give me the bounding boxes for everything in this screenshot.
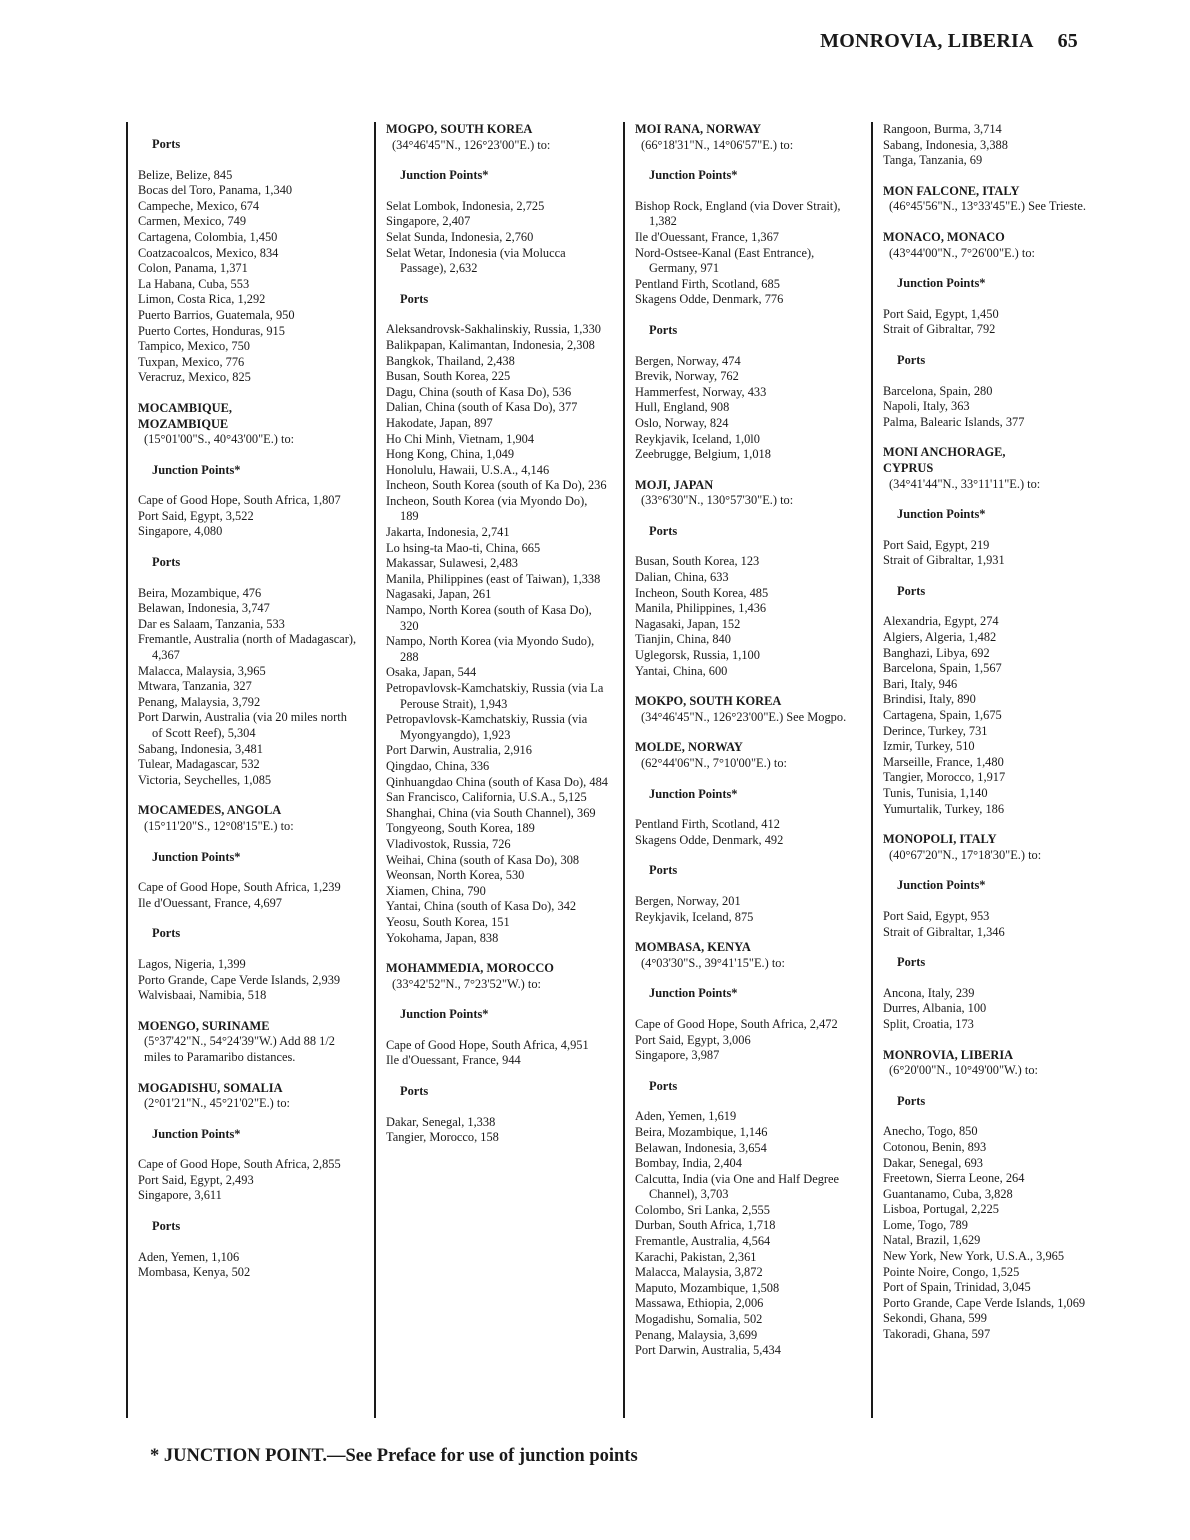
distance-item: Busan, South Korea, 123	[635, 554, 760, 569]
spacer	[138, 1004, 360, 1019]
entry-note: (5°37'42"N., 54°24'39"W.) Add 88 1/2 miles to Paramaribo distances.	[144, 1034, 335, 1064]
section-label: Ports	[649, 523, 678, 538]
entry-heading: MONOPOLI, ITALY	[883, 832, 997, 847]
distance-item: Weihai, China (south of Kasa Do), 308	[386, 852, 580, 867]
spacer	[138, 1066, 360, 1081]
distance-item: Selat Lombok, Indonesia, 2,725	[386, 198, 545, 213]
section-label: Ports	[897, 955, 926, 970]
distance-item: Penang, Malaysia, 3,792	[138, 694, 261, 709]
distance-item: Cartagena, Spain, 1,675	[883, 708, 1002, 723]
distance-item: Singapore, 3,987	[635, 1048, 720, 1063]
distance-item: Mombasa, Kenya, 502	[138, 1265, 251, 1280]
distance-item: Zeebrugge, Belgium, 1,018	[635, 447, 771, 462]
distance-item: Belawan, Indonesia, 3,654	[635, 1140, 767, 1155]
entry-coordinates: (34°41'44"N., 33°11'11"E.) to:	[889, 476, 1041, 491]
distance-item: Tuxpan, Mexico, 776	[138, 354, 245, 369]
page-number: 65	[1057, 30, 1078, 52]
distance-item: Beira, Mozambique, 1,146	[635, 1124, 768, 1139]
distance-item: Port Said, Egypt, 2,493	[138, 1172, 254, 1187]
distance-item: Singapore, 2,407	[386, 214, 471, 229]
running-header	[820, 30, 1078, 53]
distance-item: Porto Grande, Cape Verde Islands, 1,069	[883, 1295, 1086, 1310]
spacer	[883, 430, 1105, 445]
distance-item: Weonsan, North Korea, 530	[386, 868, 525, 883]
spacer	[635, 725, 857, 740]
distance-item: Manila, Philippines, 1,436	[635, 601, 767, 616]
distance-item: Brindisi, Italy, 890	[883, 692, 976, 707]
entry-coordinates: (15°11'20"S., 12°08'15"E.) to:	[144, 818, 294, 833]
section-label: Junction Points*	[897, 507, 986, 522]
distance-item: Barcelona, Spain, 280	[883, 383, 993, 398]
distance-item: Hull, England, 908	[635, 400, 730, 415]
entry-heading: MOHAMMEDIA, MOROCCO	[386, 961, 554, 976]
section-label: Ports	[152, 926, 181, 941]
distance-item: Mtwara, Tanzania, 327	[138, 679, 252, 694]
distance-item: Victoria, Seychelles, 1,085	[138, 772, 272, 787]
text-column-4	[871, 122, 1105, 1418]
spacer	[883, 215, 1105, 230]
entry-heading: MON FALCONE, ITALY	[883, 183, 1020, 198]
distance-item: Takoradi, Ghana, 597	[883, 1327, 991, 1342]
distance-item: Walvisbaai, Namibia, 518	[138, 988, 267, 1003]
distance-item: Hammerfest, Norway, 433	[635, 384, 767, 399]
distance-item: Port Said, Egypt, 3,006	[635, 1032, 751, 1047]
entry-heading: MOCAMEDES, ANGOLA	[138, 803, 282, 818]
distance-item: Oslo, Norway, 824	[635, 415, 729, 430]
distance-item: Coatzacoalcos, Mexico, 834	[138, 245, 279, 260]
distance-item: Marseille, France, 1,480	[883, 754, 1004, 769]
distance-item: Ile d'Ouessant, France, 944	[386, 1053, 521, 1068]
distance-item: Karachi, Pakistan, 2,361	[635, 1249, 757, 1264]
distance-item: Malacca, Malaysia, 3,965	[138, 663, 266, 678]
distance-item: Belawan, Indonesia, 3,747	[138, 601, 270, 616]
distance-item: Lome, Togo, 789	[883, 1217, 968, 1232]
distance-item: Strait of Gibraltar, 1,931	[883, 553, 1005, 568]
distance-item: Izmir, Turkey, 510	[883, 739, 975, 754]
distance-item: Cape of Good Hope, South Africa, 2,855	[138, 1157, 341, 1172]
distance-item: Pentland Firth, Scotland, 412	[635, 817, 780, 832]
distance-item: Pointe Noire, Congo, 1,525	[883, 1264, 1020, 1279]
distance-item: Split, Croatia, 173	[883, 1016, 974, 1031]
distance-item: Porto Grande, Cape Verde Islands, 2,939	[138, 972, 341, 987]
distance-item: Bari, Italy, 946	[883, 676, 958, 691]
entry-heading: MOCAMBIQUE,	[138, 400, 232, 415]
distance-item: Nagasaki, Japan, 152	[635, 616, 741, 631]
distance-item: Tunis, Tunisia, 1,140	[883, 786, 988, 800]
distance-item: Singapore, 4,080	[138, 524, 223, 539]
spacer	[635, 925, 857, 940]
distance-item: Veracruz, Mexico, 825	[138, 370, 251, 385]
distance-item: Bocas del Toro, Panama, 1,340	[138, 183, 293, 198]
entry-coordinates: (4°03'30"S., 39°41'15"E.) to:	[641, 955, 785, 970]
distance-item: Strait of Gibraltar, 1,346	[883, 924, 1005, 939]
text-column-1	[126, 122, 360, 1418]
distance-item: Port Said, Egypt, 1,450	[883, 306, 999, 321]
entry-coordinates: (15°01'00"S., 40°43'00"E.) to:	[144, 432, 295, 447]
distance-item: Selat Wetar, Indonesia (via Molucca Passage), 2,632	[386, 245, 566, 276]
distance-item: Tanga, Tanzania, 69	[883, 153, 983, 168]
section-label: Junction Points*	[152, 1126, 241, 1141]
entry-heading: MONACO, MONACO	[883, 229, 1005, 244]
distance-item: Xiamen, China, 790	[386, 883, 486, 898]
distance-item: Incheon, South Korea (south of Ka Do), 236	[386, 478, 607, 493]
entry-heading: MOGPO, SOUTH KOREA	[386, 122, 533, 136]
entry-heading: MOLDE, NORWAY	[635, 740, 743, 755]
section-label: Junction Points*	[897, 276, 986, 291]
distance-item: Makassar, Sulawesi, 2,483	[386, 556, 518, 571]
section-label: Ports	[649, 863, 678, 878]
running-header-title: MONROVIA, LIBERIA	[820, 30, 1034, 52]
entry-heading: MOZAMBIQUE	[138, 416, 229, 431]
entry-coordinates: (33°6'30"N., 130°57'30"E.) to:	[641, 493, 794, 508]
distance-item: Busan, South Korea, 225	[386, 369, 511, 384]
distance-item: Port Darwin, Australia (via 20 miles north of Scott Reef), 5,304	[138, 710, 347, 740]
distance-item: Limon, Costa Rica, 1,292	[138, 292, 266, 307]
distance-item: Penang, Malaysia, 3,699	[635, 1327, 758, 1342]
distance-item: Yantai, China (south of Kasa Do), 342	[386, 899, 577, 914]
spacer	[883, 169, 1105, 184]
distance-item: Bishop Rock, England (via Dover Strait), 1,382	[635, 198, 841, 229]
section-label: Ports	[400, 291, 429, 306]
distance-item: Nampo, North Korea (south of Kasa Do), 320	[386, 603, 592, 633]
distance-item: Incheon, South Korea, 485	[635, 585, 769, 600]
distance-item: Qinhuangdao China (south of Kasa Do), 484	[386, 774, 608, 789]
entry-heading: CYPRUS	[883, 460, 934, 475]
distance-item: Calcutta, India (via One and Half Degree Channel), 3,703	[635, 1171, 840, 1202]
section-label: Ports	[897, 1093, 926, 1108]
distance-item: Shanghai, China (via South Channel), 369	[386, 805, 596, 820]
distance-item: Colombo, Sri Lanka, 2,555	[635, 1202, 770, 1217]
distance-item: Ho Chi Minh, Vietnam, 1,904	[386, 431, 535, 446]
entry-coordinates: (34°46'45"N., 126°23'00"E.) to:	[392, 137, 551, 152]
distance-item: Lo hsing-ta Mao-ti, China, 665	[386, 540, 541, 555]
distance-item: Pentland Firth, Scotland, 685	[635, 276, 780, 291]
distance-item: Lagos, Nigeria, 1,399	[138, 956, 246, 971]
distance-item: Honolulu, Hawaii, U.S.A., 4,146	[386, 462, 550, 477]
spacer	[635, 463, 857, 478]
distance-item: Dagu, China (south of Kasa Do), 536	[386, 384, 572, 399]
section-label: Ports	[897, 583, 926, 598]
distance-item: Derince, Turkey, 731	[883, 723, 988, 738]
distance-item: Cotonou, Benin, 893	[883, 1139, 987, 1154]
entry-coordinates: (62°44'06"N., 7°10'00"E.) to:	[641, 756, 787, 770]
distance-item: Jakarta, Indonesia, 2,741	[386, 525, 510, 540]
spacer	[138, 788, 360, 803]
distance-item: Belize, Belize, 845	[138, 167, 233, 182]
distance-item: Reykjavik, Iceland, 875	[635, 909, 754, 924]
section-label: Ports	[152, 137, 181, 151]
distance-item: Strait of Gibraltar, 792	[883, 322, 996, 337]
distance-item: Cape of Good Hope, South Africa, 2,472	[635, 1016, 838, 1031]
distance-item: Port Said, Egypt, 3,522	[138, 508, 254, 523]
distance-item: Cartagena, Colombia, 1,450	[138, 229, 278, 244]
distance-item: Tianjin, China, 840	[635, 632, 731, 647]
distance-item: Fremantle, Australia, 4,564	[635, 1234, 771, 1249]
section-label: Junction Points*	[649, 168, 738, 183]
entry-note: (46°45'56"N., 13°33'45"E.) See Trieste.	[889, 199, 1086, 214]
distance-item: Ile d'Ouessant, France, 4,697	[138, 895, 282, 910]
distance-item: Freetown, Sierra Leone, 264	[883, 1171, 1025, 1186]
distance-item: Algiers, Algeria, 1,482	[883, 630, 997, 645]
distance-item: Beira, Mozambique, 476	[138, 585, 262, 600]
entry-heading: MOMBASA, KENYA	[635, 940, 751, 955]
distance-item: Aden, Yemen, 1,106	[138, 1249, 240, 1264]
distance-item: Nord-Ostsee-Kanal (East Entrance), Germany, 971	[635, 245, 815, 276]
distance-item: Hong Kong, China, 1,049	[386, 447, 515, 462]
section-label: Junction Points*	[649, 786, 738, 801]
section-label: Junction Points*	[897, 878, 986, 893]
distance-item: Durban, South Africa, 1,718	[635, 1218, 776, 1233]
section-label: Junction Points*	[649, 986, 738, 1001]
entry-heading: MOI RANA, NORWAY	[635, 122, 762, 136]
distance-item: Cape of Good Hope, South Africa, 1,239	[138, 880, 341, 895]
section-label: Junction Points*	[400, 1007, 489, 1022]
entry-heading: MOENGO, SURINAME	[138, 1018, 270, 1033]
distance-item: Aden, Yemen, 1,619	[635, 1109, 737, 1124]
text-column-3	[623, 122, 857, 1418]
distance-item: Dalian, China, 633	[635, 570, 729, 585]
distance-item: Massawa, Ethiopia, 2,006	[635, 1296, 764, 1311]
distance-item: Sabang, Indonesia, 3,388	[883, 137, 1008, 152]
section-label: Junction Points*	[152, 462, 241, 477]
section-label: Ports	[649, 322, 678, 337]
entry-heading: MONROVIA, LIBERIA	[883, 1047, 1014, 1062]
distance-item: Port Said, Egypt, 219	[883, 537, 990, 552]
distance-item: Port Darwin, Australia, 5,434	[635, 1343, 781, 1358]
distance-item: New York, New York, U.S.A., 3,965	[883, 1249, 1065, 1264]
distance-item: Hakodate, Japan, 897	[386, 415, 493, 430]
footnote: * JUNCTION POINT.—See Preface for use of junction points	[150, 1446, 638, 1466]
section-label: Junction Points*	[400, 168, 489, 183]
entry-coordinates: (6°20'00"N., 10°49'00"W.) to:	[889, 1063, 1038, 1078]
entry-coordinates: (66°18'31"N., 14°06'57"E.) to:	[641, 137, 794, 152]
distance-item: Balikpapan, Kalimantan, Indonesia, 2,308	[386, 337, 595, 352]
distance-item: Yokohama, Japan, 838	[386, 930, 499, 945]
distance-item: Barcelona, Spain, 1,567	[883, 661, 1002, 676]
section-label: Ports	[152, 555, 181, 570]
distance-item: Carmen, Mexico, 749	[138, 214, 247, 229]
distance-item: Petropavlovsk-Kamchatskiy, Russia (via Myongyangdo), 1,923	[386, 712, 588, 742]
distance-item: Skagens Odde, Denmark, 776	[635, 292, 784, 307]
distance-item: Cape of Good Hope, South Africa, 1,807	[138, 493, 341, 508]
distance-item: Petropavlovsk-Kamchatskiy, Russia (via La Perouse Strait), 1,943	[386, 681, 604, 711]
distance-item: Fremantle, Australia (north of Madagascar), 4,367	[138, 632, 357, 663]
distance-item: Manila, Philippines (east of Taiwan), 1,338	[386, 571, 601, 586]
distance-item: Dakar, Senegal, 693	[883, 1155, 983, 1170]
distance-item: Campeche, Mexico, 674	[138, 198, 260, 213]
distance-item: Bergen, Norway, 474	[635, 353, 741, 368]
section-label: Ports	[152, 1219, 181, 1234]
distance-item: Port Darwin, Australia, 2,916	[386, 743, 532, 758]
spacer	[386, 946, 608, 961]
entry-coordinates: (33°42'52"N., 7°23'52"W.) to:	[392, 976, 541, 991]
distance-item: Ile d'Ouessant, France, 1,367	[635, 229, 779, 244]
distance-item: Bergen, Norway, 201	[635, 893, 741, 908]
spacer	[883, 817, 1105, 832]
entry-heading: MOKPO, SOUTH KOREA	[635, 694, 782, 709]
distance-item: Yeosu, South Korea, 151	[386, 914, 510, 929]
section-label: Ports	[897, 352, 926, 367]
distance-item: Yumurtalik, Turkey, 186	[883, 801, 1005, 816]
distance-item: Malacca, Malaysia, 3,872	[635, 1265, 763, 1280]
distance-item: Palma, Balearic Islands, 377	[883, 414, 1025, 429]
distance-item: Incheon, South Korea (via Myondo Do), 189	[386, 493, 588, 524]
text-column-2	[374, 122, 608, 1418]
distance-item: Mogadishu, Somalia, 502	[635, 1312, 763, 1327]
spacer	[883, 1033, 1105, 1048]
distance-item: Sekondi, Ghana, 599	[883, 1311, 987, 1326]
entry-heading: MONI ANCHORAGE,	[883, 445, 1006, 460]
distance-item: Dar es Salaam, Tanzania, 533	[138, 616, 285, 631]
distance-item: Port Said, Egypt, 953	[883, 908, 990, 923]
distance-item: Yantai, China, 600	[635, 663, 728, 678]
entry-coordinates: (40°67'20"N., 17°18'30"E.) to:	[889, 847, 1042, 862]
distance-item: Selat Sunda, Indonesia, 2,760	[386, 229, 534, 244]
distance-item: Nagasaki, Japan, 261	[386, 587, 492, 602]
distance-item: Vladivostok, Russia, 726	[386, 836, 511, 851]
distance-item: Uglegorsk, Russia, 1,100	[635, 648, 760, 663]
entry-note: (34°46'45"N., 126°23'00"E.) See Mogpo.	[641, 709, 847, 724]
distance-item: Maputo, Mozambique, 1,508	[635, 1280, 780, 1295]
entry-heading: MOJI, JAPAN	[635, 477, 714, 492]
distance-item: Guantanamo, Cuba, 3,828	[883, 1186, 1013, 1201]
distance-item: Nampo, North Korea (via Myondo Sudo), 288	[386, 634, 595, 664]
distance-item: Lisboa, Portugal, 2,225	[883, 1202, 999, 1217]
distance-item: Cape of Good Hope, South Africa, 4,951	[386, 1037, 589, 1052]
distance-item: Aleksandrovsk-Sakhalinskiy, Russia, 1,330	[386, 322, 601, 337]
distance-item: Dalian, China (south of Kasa Do), 377	[386, 400, 578, 415]
spacer	[138, 386, 360, 401]
section-label: Junction Points*	[152, 849, 241, 864]
distance-item: Dakar, Senegal, 1,338	[386, 1114, 496, 1129]
distance-item: Bombay, India, 2,404	[635, 1156, 742, 1171]
distance-item: Sabang, Indonesia, 3,481	[138, 741, 263, 756]
distance-item: La Habana, Cuba, 553	[138, 276, 250, 291]
distance-item: Tangier, Morocco, 158	[386, 1130, 499, 1145]
distance-item: Tampico, Mexico, 750	[138, 339, 250, 354]
entry-heading: MOGADISHU, SOMALIA	[138, 1080, 283, 1095]
distance-item: Natal, Brazil, 1,629	[883, 1233, 981, 1248]
entry-coordinates: (43°44'00"N., 7°26'00"E.) to:	[889, 245, 1035, 260]
distance-item: Tongyeong, South Korea, 189	[386, 821, 535, 836]
distance-item: Banghazi, Libya, 692	[883, 645, 990, 660]
distance-item: San Francisco, California, U.S.A., 5,125	[386, 790, 587, 805]
distance-item: Alexandria, Egypt, 274	[883, 614, 999, 629]
distance-item: Puerto Cortes, Honduras, 915	[138, 323, 285, 338]
distance-item: Qingdao, China, 336	[386, 758, 490, 773]
distance-item: Anecho, Togo, 850	[883, 1124, 978, 1139]
distance-item: Skagens Odde, Denmark, 492	[635, 832, 784, 847]
distance-item: Tangier, Morocco, 1,917	[883, 770, 1006, 785]
distance-item: Singapore, 3,611	[138, 1188, 222, 1203]
distance-item: Port of Spain, Trinidad, 3,045	[883, 1280, 1031, 1295]
distance-item: Napoli, Italy, 363	[883, 399, 970, 414]
distance-item: Osaka, Japan, 544	[386, 665, 477, 680]
distance-item: Bangkok, Thailand, 2,438	[386, 353, 515, 368]
distance-item: Brevik, Norway, 762	[635, 369, 739, 384]
distance-item: Rangoon, Burma, 3,714	[883, 122, 1002, 136]
distance-item: Tulear, Madagascar, 532	[138, 757, 260, 772]
distance-item: Reykjavik, Iceland, 1,0l0	[635, 431, 760, 446]
spacer	[635, 679, 857, 694]
distance-item: Puerto Barrios, Guatemala, 950	[138, 307, 295, 322]
section-label: Ports	[400, 1084, 429, 1099]
entry-coordinates: (2°01'21"N., 45°21'02"E.) to:	[144, 1096, 290, 1111]
distance-item: Durres, Albania, 100	[883, 1001, 987, 1016]
distance-item: Colon, Panama, 1,371	[138, 261, 248, 276]
section-label: Ports	[649, 1078, 678, 1093]
distance-item: Ancona, Italy, 239	[883, 985, 975, 1000]
